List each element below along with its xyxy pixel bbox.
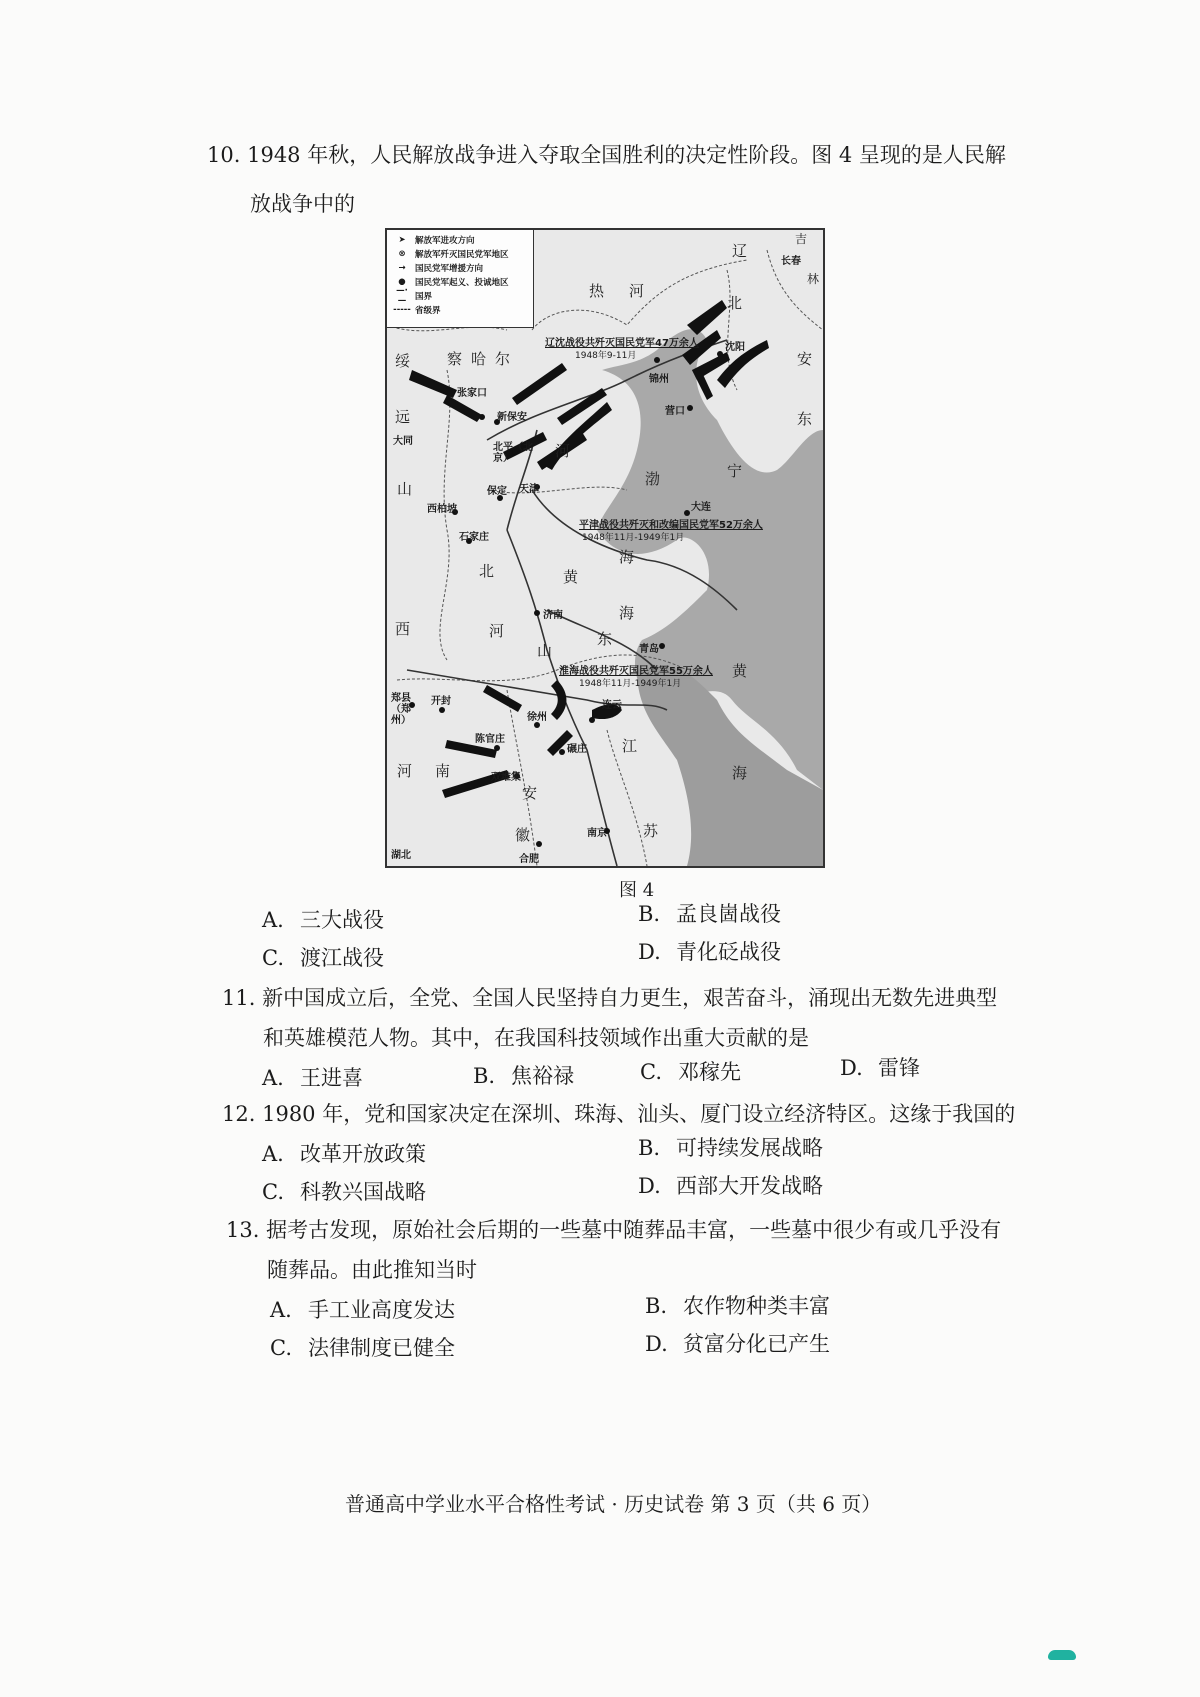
question-number: 12. xyxy=(222,1102,256,1126)
attack-arrow-icon: ➤ xyxy=(398,235,406,245)
q12-option-c[interactable] xyxy=(262,1182,426,1203)
province-label: 林 xyxy=(807,272,820,286)
q13-option-b[interactable] xyxy=(645,1296,830,1317)
question-10-line2: 放战争中的 xyxy=(250,192,355,216)
province-label: 海 xyxy=(619,548,635,566)
option-text: 雷锋 xyxy=(878,1056,920,1080)
province-label: 海 xyxy=(619,604,635,622)
figure-caption: 图 4 xyxy=(619,880,655,901)
option-letter: C. xyxy=(262,1180,284,1204)
pingjin-battle-title: 平津战役共歼灭和改编国民党军52万余人 xyxy=(579,520,763,531)
province-label: 苏 xyxy=(643,822,659,840)
q12-option-d[interactable] xyxy=(638,1176,823,1197)
option-text: 改革开放政策 xyxy=(300,1142,426,1166)
option-letter: A. xyxy=(262,908,284,932)
province-label: 西 xyxy=(395,620,411,638)
option-text: 渡江战役 xyxy=(300,946,384,970)
legend-label: 国界 xyxy=(415,292,433,302)
q13-option-c[interactable] xyxy=(270,1338,455,1359)
q10-option-c[interactable] xyxy=(262,948,384,969)
city-label: 保定 xyxy=(487,486,507,497)
annihilation-area-icon: ⊗ xyxy=(398,249,406,259)
province-label: 宁 xyxy=(727,462,743,480)
province-label: 东 xyxy=(797,410,813,428)
liaoshen-battle-date: 1948年9-11月 xyxy=(575,351,637,361)
huaihai-battle-title: 淮海战役共歼灭国民党军55万余人 xyxy=(559,666,713,677)
city-label: 陈官庄 xyxy=(475,734,505,745)
province-label: 河 xyxy=(489,622,505,640)
question-13-line2: 随葬品。由此推知当时 xyxy=(267,1258,477,1282)
province-label: 尔 xyxy=(495,350,511,368)
q11-option-b[interactable] xyxy=(473,1066,574,1087)
legend-label: 解放军进攻方向 xyxy=(415,236,475,246)
question-11-line1 xyxy=(222,988,997,1009)
province-label: 辽 xyxy=(732,242,748,260)
city-label: 碾庄 xyxy=(567,744,587,755)
q10-option-d[interactable] xyxy=(638,942,781,963)
city-label: 天津 xyxy=(519,484,539,495)
question-13-line1 xyxy=(226,1220,1001,1241)
province-label: 河 xyxy=(397,762,413,780)
city-label: 北平（北京） xyxy=(493,442,533,464)
province-label: 热 xyxy=(589,282,605,300)
battle-map xyxy=(385,228,825,868)
province-label: 山 xyxy=(397,480,413,498)
province-label: 黄 xyxy=(563,568,579,586)
option-letter: D. xyxy=(638,940,661,964)
province-label: 东 xyxy=(597,630,613,648)
province-label: 渤 xyxy=(645,470,661,488)
city-label: 张家口 xyxy=(457,388,487,399)
q10-option-a[interactable] xyxy=(262,910,384,931)
q13-option-d[interactable] xyxy=(645,1334,830,1355)
option-text: 邓稼先 xyxy=(678,1060,741,1084)
map-legend xyxy=(387,230,534,328)
reinforce-arrow-icon: → xyxy=(398,263,406,273)
province-label: 绥 xyxy=(395,352,411,370)
option-letter: D. xyxy=(645,1332,668,1356)
option-letter: D. xyxy=(840,1056,863,1080)
option-letter: C. xyxy=(262,946,284,970)
city-label: 南京 xyxy=(587,828,607,839)
option-letter: B. xyxy=(473,1064,496,1088)
pingjin-battle-date: 1948年11月-1949年1月 xyxy=(582,533,685,543)
liaoshen-battle-title: 辽沈战役共歼灭国民党军47万余人 xyxy=(545,338,699,349)
option-letter: B. xyxy=(645,1294,668,1318)
q12-option-b[interactable] xyxy=(638,1138,823,1159)
option-text: 可持续发展战略 xyxy=(676,1136,823,1160)
option-letter: C. xyxy=(270,1336,292,1360)
option-letter: A. xyxy=(262,1066,284,1090)
option-text: 法律制度已健全 xyxy=(308,1336,455,1360)
question-number: 11. xyxy=(222,986,256,1010)
province-label: 黄 xyxy=(732,662,748,680)
option-text: 三大战役 xyxy=(300,908,384,932)
province-label: 安 xyxy=(522,784,538,802)
legend-label: 解放军歼灭国民党军地区 xyxy=(415,250,509,260)
option-text: 西部大开发战略 xyxy=(676,1174,823,1198)
province-label: 北 xyxy=(727,294,743,312)
option-text: 王进喜 xyxy=(300,1066,363,1090)
city-label: 沈阳 xyxy=(725,342,745,353)
city-label: 新保安 xyxy=(497,412,527,423)
province-label: 南 xyxy=(435,762,451,780)
province-label: 察 xyxy=(447,350,463,368)
page-footer: 普通高中学业水平合格性考试 · 历史试卷 第 3 页（共 6 页） xyxy=(345,1492,882,1516)
city-label: 济南 xyxy=(543,610,563,621)
legend-label: 省级界 xyxy=(415,306,441,316)
province-label: 吉 xyxy=(795,232,808,246)
option-text: 科教兴国战略 xyxy=(300,1180,426,1204)
city-label: 锦州 xyxy=(649,374,669,385)
option-letter: B. xyxy=(638,902,661,926)
province-label: 安 xyxy=(797,350,813,368)
legend-label: 国民党军增援方向 xyxy=(415,264,484,274)
question-10-line1 xyxy=(207,145,1006,166)
option-letter: A. xyxy=(262,1142,284,1166)
city-label: 合肥 xyxy=(519,854,539,865)
city-label: 大连 xyxy=(691,502,711,513)
province-label: 河 xyxy=(555,442,571,460)
option-text: 焦裕禄 xyxy=(511,1064,574,1088)
city-label: 营口 xyxy=(665,406,685,417)
question-text: 1948 年秋，人民解放战争进入夺取全国胜利的决定性阶段。图 4 呈现的是人民解 xyxy=(247,143,1006,167)
question-text: 1980 年，党和国家决定在深圳、珠海、汕头、厦门设立经济特区。这缘于我国的 xyxy=(262,1102,1016,1126)
province-label: 哈 xyxy=(471,350,487,368)
province-label: 山 xyxy=(537,642,553,660)
question-11-line2: 和英雄模范人物。其中，在我国科技领域作出重大贡献的是 xyxy=(263,1026,809,1050)
province-label: 海 xyxy=(732,764,748,782)
option-letter: C. xyxy=(640,1060,662,1084)
option-letter: A. xyxy=(270,1298,292,1322)
city-label: 石家庄 xyxy=(459,532,489,543)
option-text: 孟良崮战役 xyxy=(676,902,781,926)
city-label: 连云 xyxy=(602,700,622,711)
province-label: 北 xyxy=(479,562,495,580)
q11-option-d[interactable] xyxy=(840,1058,920,1079)
question-text: 新中国成立后，全党、全国人民坚持自力更生，艰苦奋斗，涌现出无数先进典型 xyxy=(262,986,998,1010)
city-label: 大同 xyxy=(393,436,413,447)
option-text: 青化砭战役 xyxy=(676,940,781,964)
legend-label: 国民党军起义、投诚地区 xyxy=(415,278,509,288)
city-label: 双堆集 xyxy=(491,772,521,783)
province-label: 江 xyxy=(622,737,638,755)
huaihai-battle-date: 1948年11月-1949年1月 xyxy=(579,679,682,689)
city-label: 西柏坡 xyxy=(427,504,457,515)
q11-option-a[interactable] xyxy=(262,1068,363,1089)
scan-mark xyxy=(1048,1650,1076,1660)
province-label: 湖北 xyxy=(391,850,411,861)
city-label: 开封 xyxy=(431,696,451,707)
city-label: 长春 xyxy=(781,256,801,267)
province-border-icon: ----- xyxy=(393,305,411,315)
city-label: 徐州 xyxy=(527,712,547,723)
province-label: 徽 xyxy=(515,826,531,844)
option-letter: B. xyxy=(638,1136,661,1160)
question-number: 13. xyxy=(226,1218,260,1242)
q11-option-c[interactable] xyxy=(640,1062,741,1083)
q12-option-a[interactable] xyxy=(262,1144,426,1165)
option-text: 农作物种类丰富 xyxy=(683,1294,830,1318)
city-label: 郑县（郑州） xyxy=(391,693,411,726)
q13-option-a[interactable] xyxy=(270,1300,455,1321)
option-letter: D. xyxy=(638,1174,661,1198)
national-border-icon: —·— xyxy=(396,286,408,306)
defection-area-icon: ● xyxy=(398,277,406,287)
question-text: 据考古发现，原始社会后期的一些墓中随葬品丰富，一些墓中很少有或几乎没有 xyxy=(266,1218,1002,1242)
city-label: 青岛 xyxy=(639,644,659,655)
q10-option-b[interactable] xyxy=(638,904,781,925)
province-label: 远 xyxy=(395,408,411,426)
option-text: 贫富分化已产生 xyxy=(683,1332,830,1356)
question-number: 10. xyxy=(207,143,241,167)
question-12-line1 xyxy=(222,1104,1015,1125)
province-label: 河 xyxy=(629,282,645,300)
option-text: 手工业高度发达 xyxy=(308,1298,455,1322)
